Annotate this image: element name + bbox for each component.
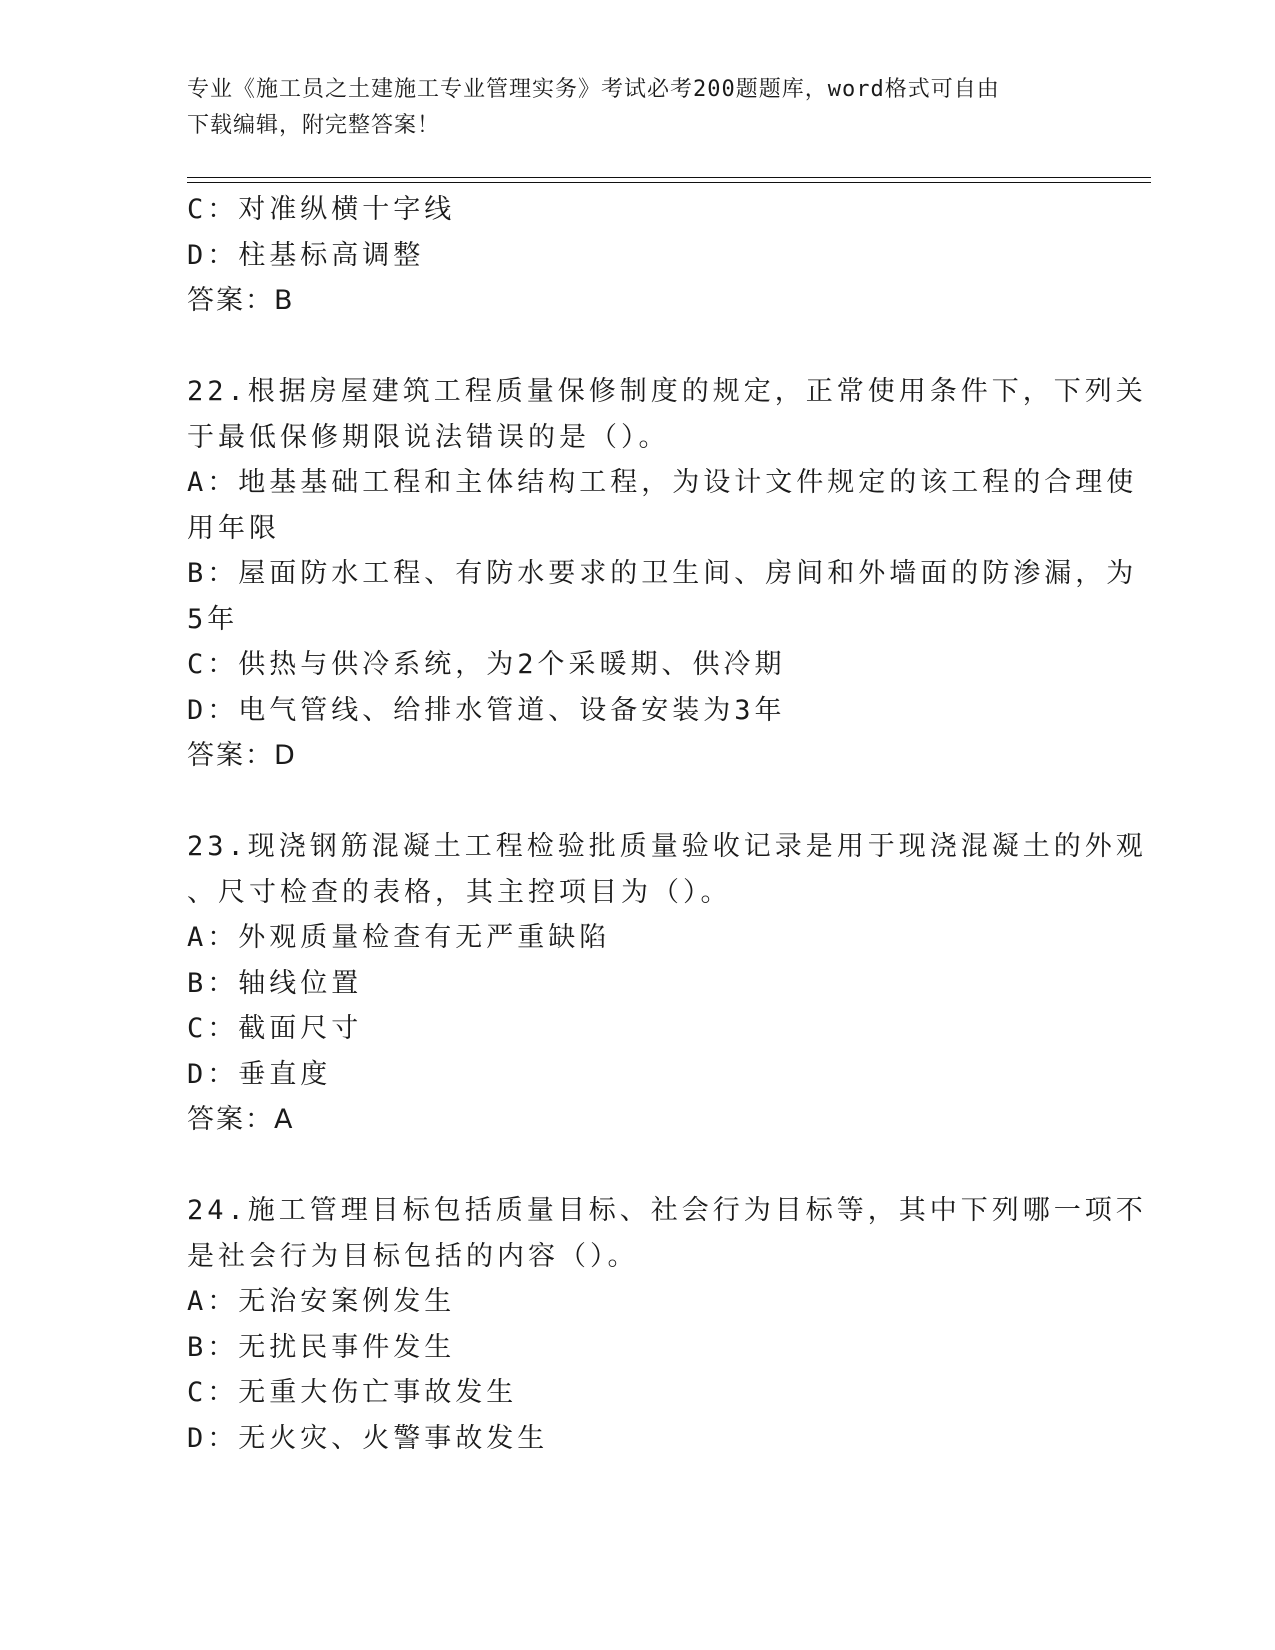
spacer xyxy=(187,324,1087,370)
option-a: A：地基基础工程和主体结构工程，为设计文件规定的该工程的合理使 xyxy=(187,467,1138,498)
question-stem: 24.施工管理目标包括质量目标、社会行为目标等，其中下列哪一项不 xyxy=(187,1195,1147,1226)
question-stem-cont: 于最低保修期限说法错误的是（）。 xyxy=(187,421,670,453)
option-a-cont: 用年限 xyxy=(187,512,280,544)
question-23 xyxy=(187,824,1147,1143)
option-b-cont: 5年 xyxy=(187,603,239,635)
answer: 答案：D xyxy=(187,740,297,771)
question-stem-cont: 是社会行为目标包括的内容（）。 xyxy=(187,1240,639,1272)
question-24 xyxy=(187,1188,1147,1461)
option-c: C：供热与供冷系统，为2个采暖期、供冷期 xyxy=(187,649,786,680)
document-header xyxy=(187,72,1067,144)
header-line-2: 下载编辑，附完整答案！ xyxy=(187,113,441,138)
option-b: B：无扰民事件发生 xyxy=(187,1331,456,1363)
option-c: C：截面尺寸 xyxy=(187,1013,363,1044)
question-22 xyxy=(187,369,1147,779)
document-body xyxy=(187,187,1147,1461)
header-divider xyxy=(187,177,1151,183)
spacer xyxy=(187,779,1087,825)
option-b: B：轴线位置 xyxy=(187,967,363,999)
answer: 答案：A xyxy=(187,1104,295,1135)
question-21-tail xyxy=(187,187,1087,324)
option-d: D：无火灾、火警事故发生 xyxy=(187,1422,549,1454)
option-a: A：无治安案例发生 xyxy=(187,1286,456,1317)
answer: 答案：B xyxy=(187,285,295,316)
option-d: D：电气管线、给排水管道、设备安装为3年 xyxy=(187,694,786,726)
question-stem: 22.根据房屋建筑工程质量保修制度的规定，正常使用条件下，下列关 xyxy=(187,376,1147,407)
option-c: C：对准纵横十字线 xyxy=(187,194,456,225)
header-line-1: 专业《施工员之土建施工专业管理实务》考试必考200题题库，word格式可自由 xyxy=(187,77,1000,102)
option-a: A：外观质量检查有无严重缺陷 xyxy=(187,922,611,953)
spacer xyxy=(187,1143,1087,1189)
question-stem: 23.现浇钢筋混凝土工程检验批质量验收记录是用于现浇混凝土的外观 xyxy=(187,831,1147,862)
option-c: C：无重大伤亡事故发生 xyxy=(187,1377,518,1408)
question-stem-cont: 、尺寸检查的表格，其主控项目为（）。 xyxy=(187,876,732,908)
option-d: D：垂直度 xyxy=(187,1058,332,1090)
option-b: B：屋面防水工程、有防水要求的卫生间、房间和外墙面的防渗漏，为 xyxy=(187,558,1138,589)
option-d: D：柱基标高调整 xyxy=(187,239,425,271)
